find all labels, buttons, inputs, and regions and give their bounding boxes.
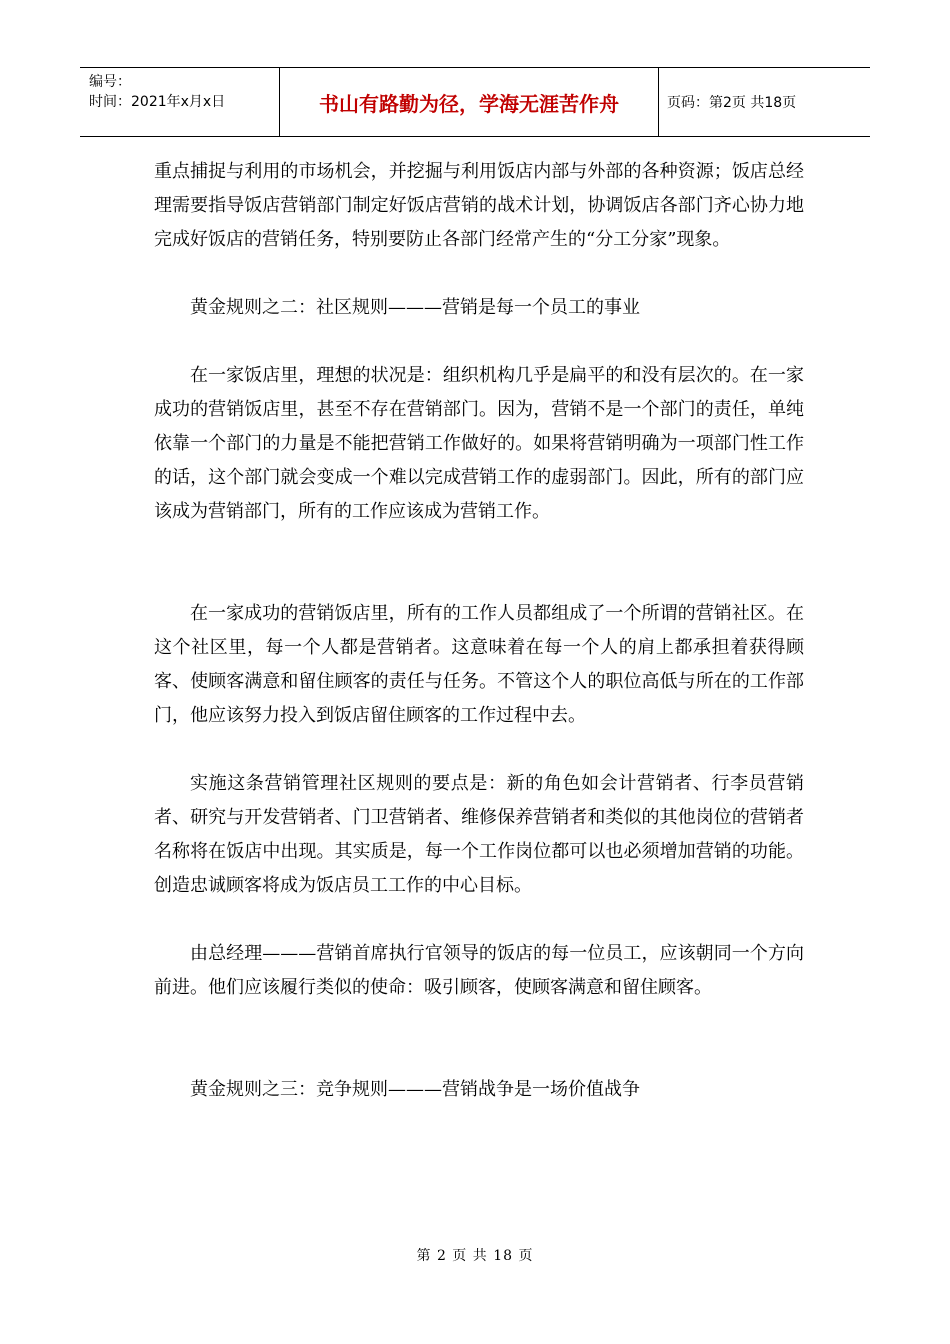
time-label: 时间：2021年x月x日 — [89, 94, 226, 110]
header-page-info: 页码：第2页 共18页 — [667, 95, 797, 111]
body-paragraph: 重点捕捉与利用的市场机会，并挖掘与利用饭店内部与外部的各种资源；饭店总经理需要指导饭店营销部门制定好饭店营销的战术计划，协调饭店各部门齐心协力地完成好饭店的营销任务，特别要防止各部门经常产生的“分工分家”现象。 — [154, 161, 804, 250]
page-header — [80, 67, 870, 137]
page-footer: 第 2 页 共 18 页 — [416, 1248, 534, 1264]
body-paragraph: 在一家成功的营销饭店里，所有的工作人员都组成了一个所谓的营销社区。在这个社区里，每一个人都是营销者。这意味着在每一个人的肩上都承担着获得顾客、使顾客满意和留住顾客的责任与任务。不管这个人的职位高低与所在的工作部门，他应该努力投入到饭店留住顾客的工作过程中去。 — [154, 603, 804, 726]
body-paragraph: 由总经理———营销首席执行官领导的饭店的每一位员工，应该朝同一个方向前进。他们应该履行类似的使命：吸引顾客，使顾客满意和留住顾客。 — [154, 943, 804, 998]
section-heading: 黄金规则之二：社区规则———营销是每一个员工的事业 — [190, 297, 640, 318]
body-paragraph: 实施这条营销管理社区规则的要点是：新的角色如会计营销者、行李员营销者、研究与开发营销者、门卫营销者、维修保养营销者和类似的其他岗位的营销者名称将在饭店中出现。其实质是，每一个工作岗位都可以也必须增加营销的功能。创造忠诚顾客将成为饭店员工工作的中心目标。 — [154, 773, 804, 896]
serial-label: 编号： — [89, 74, 131, 90]
document-body — [154, 155, 804, 1107]
header-motto: 书山有路勤为径，学海无涯苦作舟 — [280, 68, 659, 136]
section-heading: 黄金规则之三：竞争规则———营销战争是一场价值战争 — [190, 1079, 640, 1100]
body-paragraph: 在一家饭店里，理想的状况是：组织机构几乎是扁平的和没有层次的。在一家成功的营销饭店里，甚至不存在营销部门。因为，营销不是一个部门的责任，单纯依靠一个部门的力量是不能把营销工作做好的。如果将营销明确为一项部门性工作的话，这个部门就会变成一个难以完成营销工作的虚弱部门。因此，所有的部门应该成为营销部门，所有的工作应该成为营销工作。 — [154, 365, 804, 522]
header-meta — [80, 68, 280, 136]
